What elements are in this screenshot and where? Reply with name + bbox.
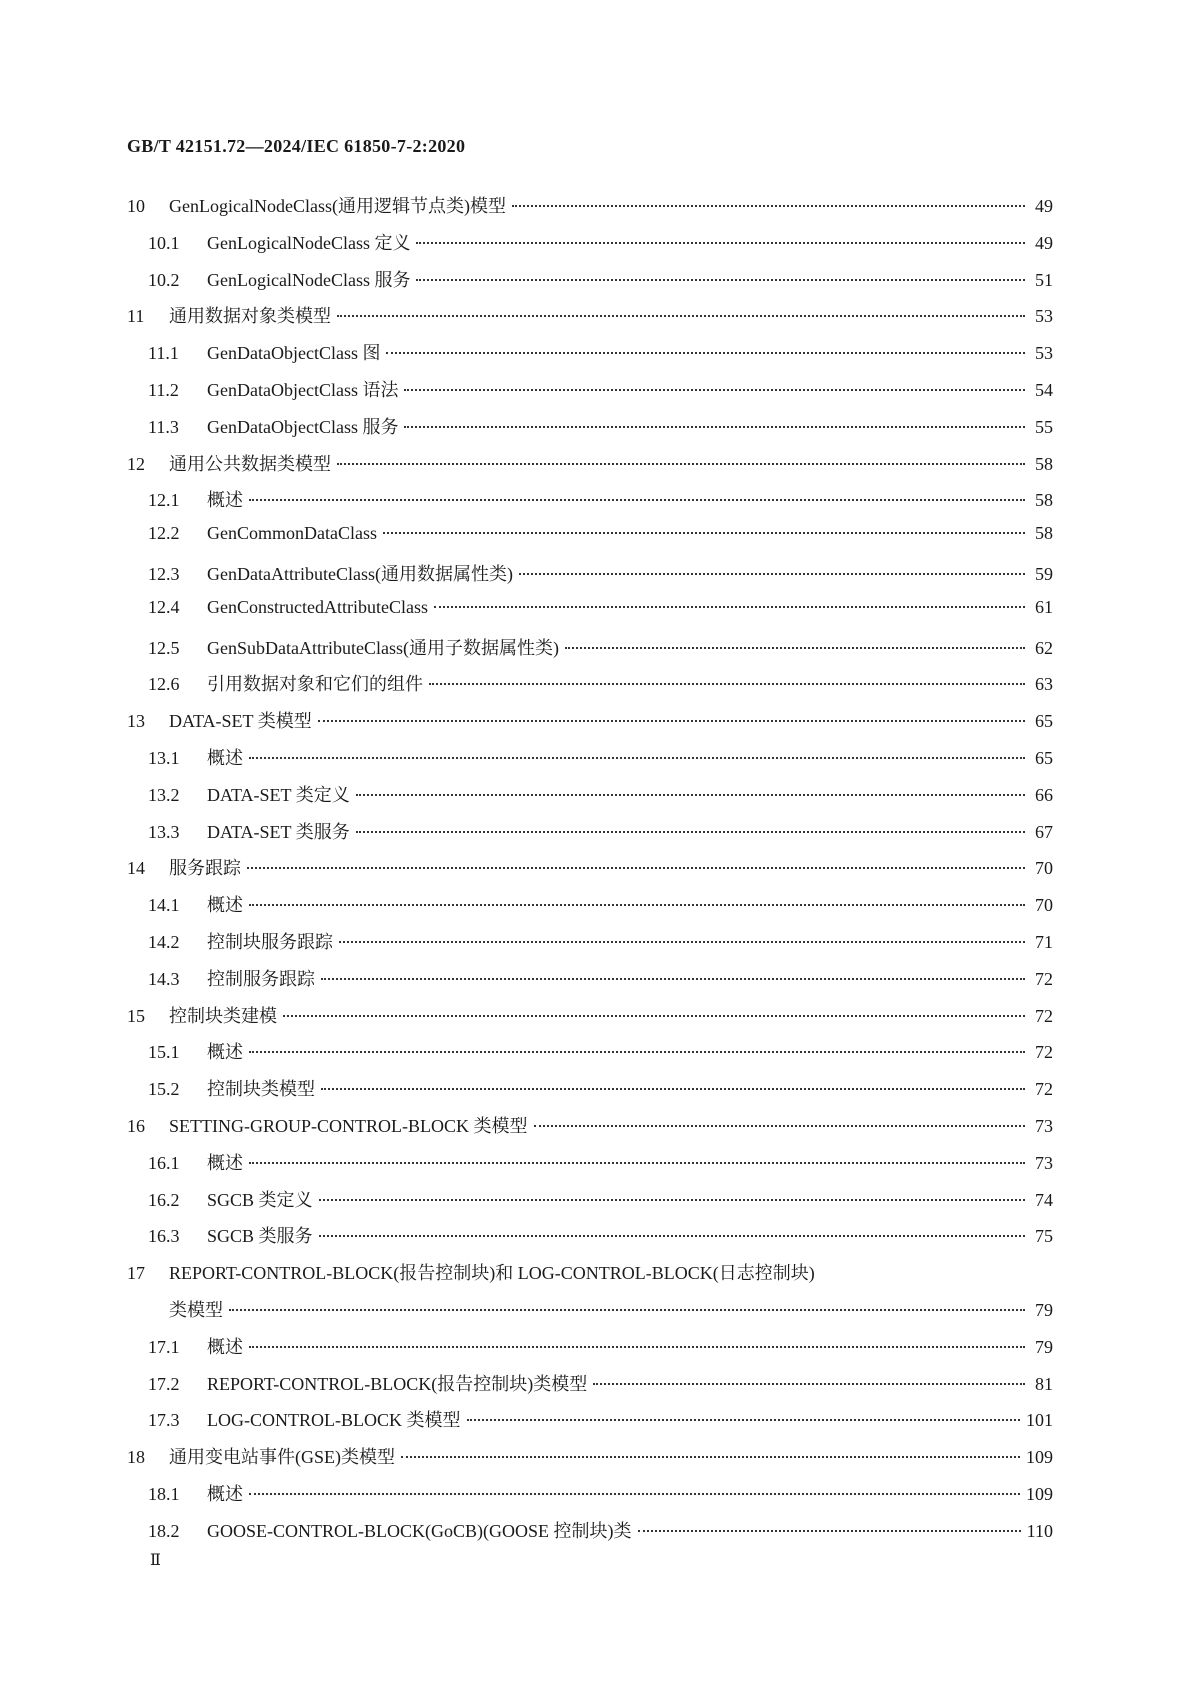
dot-leader (383, 532, 1025, 534)
toc-entry-page: 66 (1035, 784, 1053, 805)
toc-entry-page: 72 (1035, 1005, 1053, 1026)
toc-entry-page: 59 (1035, 563, 1053, 584)
toc-subentry[interactable] (127, 266, 1053, 303)
toc-entry-number: 11.3 (148, 416, 179, 437)
toc-entry-number: 17.2 (148, 1373, 180, 1394)
toc-subentry[interactable] (127, 1333, 1053, 1370)
dot-leader (249, 1051, 1025, 1053)
dot-leader (249, 904, 1025, 906)
toc-entry-page: 55 (1035, 416, 1053, 437)
toc-subentry[interactable] (127, 928, 1053, 965)
dot-leader (337, 463, 1025, 465)
toc-entry-title: 控制块服务跟踪 (207, 931, 333, 952)
toc-subentry[interactable] (127, 523, 1053, 560)
toc-entry-number: 12.6 (148, 674, 180, 695)
dot-leader (249, 757, 1025, 759)
toc-entry-number: 10 (127, 196, 145, 216)
toc-entry-number: 11.1 (148, 343, 179, 364)
toc-entry[interactable] (127, 1002, 1053, 1039)
toc-entry-title: 概述 (207, 895, 243, 916)
toc-subentry[interactable] (127, 1370, 1053, 1407)
toc-entry-number: 12.5 (148, 637, 180, 658)
toc-entry-title: 通用公共数据类模型 (169, 453, 331, 474)
toc-entry-title: 控制块类建模 (169, 1005, 277, 1026)
toc-entry-page: 67 (1035, 821, 1053, 842)
dot-leader (321, 978, 1025, 980)
toc-entry-page: 63 (1035, 674, 1053, 695)
toc-subentry[interactable] (127, 597, 1053, 634)
toc-entry-number: 18.1 (148, 1483, 180, 1504)
toc-entry-page: 71 (1035, 931, 1053, 952)
toc-entry-number: 12 (127, 453, 145, 474)
toc-entry-number: 16.2 (148, 1189, 180, 1210)
dot-leader (319, 1235, 1025, 1237)
toc-subentry[interactable] (127, 1406, 1053, 1443)
toc-entry-title: GenDataObjectClass 语法 (207, 379, 399, 400)
document-header (127, 136, 465, 157)
toc-entry-title: SETTING-GROUP-CONTROL-BLOCK 类模型 (169, 1115, 528, 1136)
dot-leader (229, 1309, 1025, 1311)
toc-entry[interactable] (127, 1443, 1053, 1480)
toc-entry-page: 73 (1035, 1152, 1053, 1173)
toc-entry-title: 控制服务跟踪 (207, 968, 315, 989)
toc-entry-number: 16.1 (148, 1152, 180, 1173)
toc-entry[interactable] (127, 707, 1053, 744)
toc-subentry[interactable] (127, 560, 1053, 597)
dot-leader (519, 573, 1025, 575)
toc-entry[interactable] (127, 1112, 1053, 1149)
dot-leader (283, 1015, 1025, 1017)
toc-entry-page: 53 (1035, 343, 1053, 364)
toc-entry-number: 17 (127, 1263, 145, 1284)
toc-subentry[interactable] (127, 1186, 1053, 1223)
toc-entry-page: 109 (1026, 1483, 1053, 1504)
dot-leader (249, 1493, 1020, 1495)
toc-entry-title: GenDataObjectClass 服务 (207, 416, 399, 437)
toc-subentry[interactable] (127, 486, 1053, 523)
toc-subentry[interactable] (127, 1222, 1053, 1259)
toc-entry-number: 12.3 (148, 563, 180, 584)
dot-leader (434, 606, 1025, 608)
toc-entry-title: GenConstructedAttributeClass (207, 596, 428, 617)
toc-subentry[interactable] (127, 1149, 1053, 1186)
toc-subentry[interactable] (127, 1075, 1053, 1112)
toc-subentry[interactable] (127, 413, 1053, 450)
toc-entry-number: 17.3 (148, 1410, 180, 1431)
toc-entry-number: 13.2 (148, 784, 180, 805)
toc-entry-page: 110 (1026, 1520, 1053, 1541)
dot-leader (404, 426, 1025, 428)
dot-leader (249, 499, 1025, 501)
toc-entry-page: 49 (1035, 232, 1053, 253)
toc-subentry[interactable] (127, 1480, 1053, 1517)
toc-entry-page: 54 (1035, 379, 1053, 400)
dot-leader (401, 1456, 1020, 1458)
toc-entry-title: GenLogicalNodeClass(通用逻辑节点类)模型 (169, 196, 506, 216)
toc-entry-number: 11 (127, 306, 145, 327)
toc-entry-title: DATA-SET 类模型 (169, 711, 312, 732)
toc-entry-page: 53 (1035, 306, 1053, 327)
toc-entry-number: 15 (127, 1005, 145, 1026)
toc-entry[interactable] (127, 450, 1053, 487)
toc-entry-title: GenSubDataAttributeClass(通用子数据属性类) (207, 637, 559, 658)
page-number: Ⅱ (150, 1552, 161, 1569)
dot-leader (512, 205, 1025, 207)
toc-entry-continuation[interactable] (127, 1296, 1053, 1333)
toc-entry-page: 72 (1035, 1042, 1053, 1063)
toc-entry-number: 16 (127, 1115, 145, 1136)
toc-entry-number: 14.1 (148, 895, 180, 916)
dot-leader (534, 1125, 1026, 1127)
toc-entry-page: 79 (1035, 1299, 1053, 1320)
toc-entry-page: 58 (1035, 490, 1053, 511)
toc-entry-title: 服务跟踪 (169, 858, 241, 879)
toc-entry-title: REPORT-CONTROL-BLOCK(报告控制块)和 LOG-CONTROL-BLOCK(日志控制块) (169, 1263, 815, 1284)
dot-leader (416, 242, 1025, 244)
toc-entry-title: 概述 (207, 1152, 243, 1173)
toc-entry-number: 12.4 (148, 596, 180, 617)
toc-subentry[interactable] (127, 634, 1053, 671)
toc-entry-title: GenDataAttributeClass(通用数据属性类) (207, 563, 513, 584)
toc-entry-number: 15.2 (148, 1079, 180, 1100)
toc-entry-title: DATA-SET 类定义 (207, 784, 350, 805)
toc-entry-number: 13 (127, 711, 145, 732)
toc-entry-page: 70 (1035, 858, 1053, 879)
toc-entry-title: 概述 (207, 1336, 243, 1357)
toc-entry[interactable] (127, 854, 1053, 891)
toc-entry-number: 18.2 (148, 1520, 180, 1541)
toc-entry-number: 13.1 (148, 747, 180, 768)
toc-entry-title: DATA-SET 类服务 (207, 821, 350, 842)
toc-entry-page: 62 (1035, 637, 1053, 658)
dot-leader (337, 315, 1025, 317)
toc-entry-title: 引用数据对象和它们的组件 (207, 674, 423, 695)
toc-entry-number: 14 (127, 858, 145, 879)
dot-leader (318, 720, 1025, 722)
toc-subentry[interactable] (127, 670, 1053, 707)
toc-entry-page: 75 (1035, 1226, 1053, 1247)
table-of-contents (127, 192, 1053, 1553)
toc-entry-number: 14.2 (148, 931, 180, 952)
toc-entry-number: 10.2 (148, 269, 180, 290)
standard-number: GB/T 42151.72—2024/IEC 61850-7-2:2020 (127, 136, 466, 156)
toc-entry-title: 通用数据对象类模型 (169, 306, 331, 327)
toc-subentry[interactable] (127, 744, 1053, 781)
toc-entry-page: 58 (1035, 523, 1053, 544)
toc-subentry[interactable] (127, 1038, 1053, 1075)
toc-entry-page: 58 (1035, 453, 1053, 474)
toc-entry-title: 概述 (207, 490, 243, 511)
toc-subentry[interactable] (127, 1517, 1053, 1554)
toc-entry-title: 概述 (207, 1483, 243, 1504)
toc-subentry[interactable] (127, 781, 1053, 818)
toc-entry-page: 101 (1026, 1410, 1053, 1431)
dot-leader (356, 831, 1025, 833)
dot-leader (247, 867, 1025, 869)
dot-leader (319, 1199, 1025, 1201)
toc-subentry[interactable] (127, 891, 1053, 928)
toc-subentry[interactable] (127, 339, 1053, 376)
toc-entry-page: 109 (1026, 1447, 1053, 1468)
toc-entry-number: 14.3 (148, 968, 180, 989)
toc-entry-page: 65 (1035, 711, 1053, 732)
toc-entry-page: 61 (1035, 596, 1053, 617)
toc-entry-title: 概述 (207, 747, 243, 768)
toc-entry-number: 12.1 (148, 490, 180, 511)
toc-entry-title: LOG-CONTROL-BLOCK 类模型 (207, 1410, 461, 1431)
dot-leader (386, 352, 1025, 354)
toc-entry-title-continued: 类模型 (169, 1299, 223, 1320)
toc-entry-title: 控制块类模型 (207, 1079, 315, 1100)
toc-entry[interactable] (127, 1259, 1053, 1296)
dot-leader (249, 1346, 1025, 1348)
toc-entry-page: 65 (1035, 747, 1053, 768)
dot-leader (429, 683, 1025, 685)
dot-leader (249, 1162, 1025, 1164)
dot-leader (339, 941, 1025, 943)
toc-entry-page: 51 (1035, 269, 1053, 290)
toc-entry-page: 73 (1035, 1115, 1053, 1136)
toc-entry-page: 81 (1035, 1373, 1053, 1394)
dot-leader (467, 1419, 1021, 1421)
toc-entry-title: SGCB 类服务 (207, 1226, 313, 1247)
toc-entry-number: 10.1 (148, 232, 180, 253)
toc-entry[interactable] (127, 192, 1053, 229)
dot-leader (356, 794, 1025, 796)
toc-entry-title: GenCommonDataClass (207, 523, 377, 544)
toc-entry-number: 13.3 (148, 821, 180, 842)
toc-entry-number: 16.3 (148, 1226, 180, 1247)
dot-leader (565, 647, 1025, 649)
toc-subentry[interactable] (127, 965, 1053, 1002)
toc-entry-page: 49 (1035, 196, 1053, 216)
toc-entry-page: 79 (1035, 1336, 1053, 1357)
toc-subentry[interactable] (127, 229, 1053, 266)
toc-entry-number: 18 (127, 1447, 145, 1468)
toc-entry-title: SGCB 类定义 (207, 1189, 313, 1210)
toc-entry-page: 70 (1035, 895, 1053, 916)
toc-entry-number: 11.2 (148, 379, 179, 400)
toc-entry-title: GenLogicalNodeClass 定义 (207, 232, 411, 253)
toc-entry[interactable] (127, 302, 1053, 339)
toc-entry-title: GOOSE-CONTROL-BLOCK(GoCB)(GOOSE 控制块)类 (207, 1520, 632, 1541)
toc-entry-number: 15.1 (148, 1042, 180, 1063)
dot-leader (638, 1530, 1021, 1532)
toc-entry-number: 17.1 (148, 1336, 180, 1357)
toc-entry-page: 72 (1035, 968, 1053, 989)
toc-subentry[interactable] (127, 818, 1053, 855)
toc-entry-number: 12.2 (148, 523, 180, 544)
toc-entry-title: GenLogicalNodeClass 服务 (207, 269, 411, 290)
dot-leader (404, 389, 1025, 391)
toc-entry-page: 72 (1035, 1079, 1053, 1100)
toc-entry-title: 通用变电站事件(GSE)类模型 (169, 1447, 395, 1468)
toc-entry-page: 74 (1035, 1189, 1053, 1210)
dot-leader (321, 1088, 1025, 1090)
toc-entry-title: REPORT-CONTROL-BLOCK(报告控制块)类模型 (207, 1373, 588, 1394)
toc-subentry[interactable] (127, 376, 1053, 413)
toc-entry-title: GenDataObjectClass 图 (207, 343, 381, 364)
toc-entry-title: 概述 (207, 1042, 243, 1063)
dot-leader (593, 1383, 1025, 1385)
dot-leader (416, 279, 1025, 281)
